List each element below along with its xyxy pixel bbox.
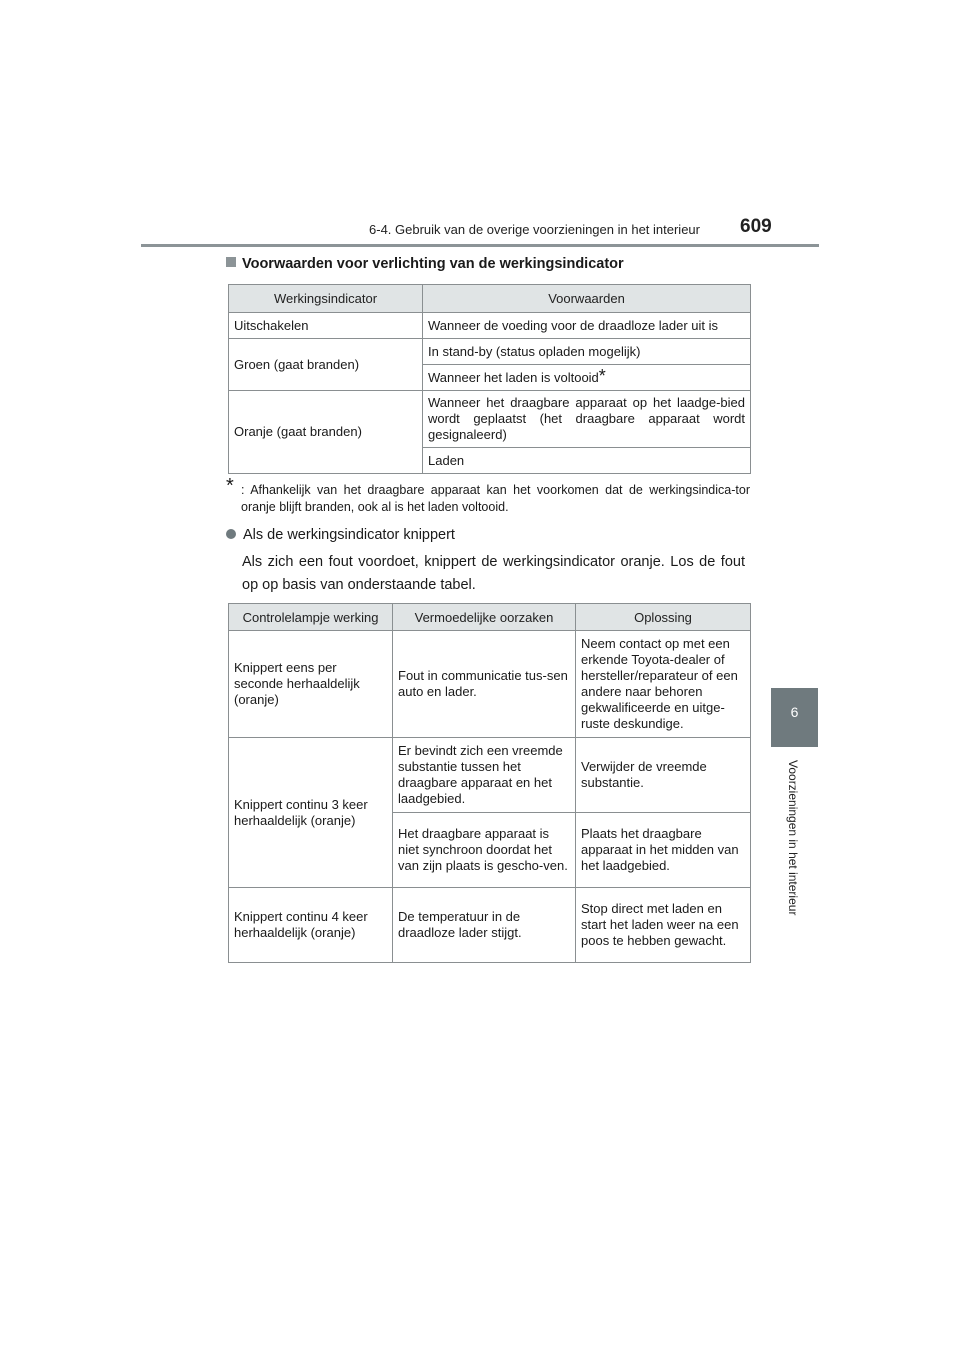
indicator-cell: Groen (gaat branden) [229,339,423,391]
signal-cell: Knippert eens per seconde herhaaldelijk (oranje) [229,631,393,738]
signal-cell: Knippert continu 4 keer herhaaldelijk (oranje) [229,888,393,963]
indicator-conditions-table [228,284,751,474]
asterisk-marker: * [598,365,606,386]
condition-cell: In stand-by (status opladen mogelijk) [423,339,751,365]
section-heading-text: Voorwaarden voor verlichting van de werkingsindicator [242,256,624,272]
bullet-heading [226,527,455,543]
table-row [229,339,751,365]
table-row [229,313,751,339]
indicator-cell: Oranje (gaat branden) [229,391,423,474]
chapter-tab [771,688,818,747]
column-header: Werkingsindicator [229,285,423,313]
condition-cell: Wanneer de voeding voor de draadloze lader uit is [423,313,751,339]
solution-cell: Neem contact op met een erkende Toyota-dealer of hersteller/reparateur of een andere naar behoren gekwalificeerde en uitge-ruste deskundige. [576,631,751,738]
column-header: Voorwaarden [423,285,751,313]
chapter-number: 6 [790,704,799,720]
table-row [229,738,751,813]
condition-cell: Wanneer het draagbare apparaat op het laadge-bied wordt geplaatst (het draagbare apparaat wordt gesignaleerd) [423,391,751,448]
table-row [229,391,751,448]
page-number: 609 [740,216,772,237]
cause-cell: Het draagbare apparaat is niet synchroon doordat het van zijn plaats is gescho-ven. [393,813,576,888]
cause-cell: De temperatuur in de draadloze lader stijgt. [393,888,576,963]
solution-cell: Stop direct met laden en start het laden weer na een poos te hebben gewacht. [576,888,751,963]
round-bullet-icon [226,529,236,539]
header-rule [141,244,819,247]
solution-cell: Verwijder de vreemde substantie. [576,738,751,813]
column-header: Oplossing [576,604,751,631]
column-header: Vermoedelijke oorzaken [393,604,576,631]
section-heading [226,256,624,272]
footnote-symbol: * [226,475,234,497]
condition-text: Wanneer het laden is voltooid [428,369,599,385]
table-row [229,888,751,963]
chapter-label: Voorzieningen in het interieur [786,760,800,916]
bullet-paragraph: Als zich een fout voordoet, knippert de werkingsindicator oranje. Los de fout op op basis van onderstaande tabel. [242,554,745,593]
troubleshooting-table [228,603,751,963]
footnote [226,475,750,516]
signal-cell: Knippert continu 3 keer herhaaldelijk (oranje) [229,738,393,888]
condition-cell [423,365,751,391]
footnote-text: : Afhankelijk van het draagbare apparaat kan het voorkomen dat de werkingsindica-tor oranje blijft branden, ook al is het laden voltooid. [241,483,750,514]
indicator-cell: Uitschakelen [229,313,423,339]
condition-cell: Laden [423,448,751,474]
bullet-title: Als de werkingsindicator knippert [243,527,455,543]
cause-cell: Fout in communicatie tus-sen auto en lader. [393,631,576,738]
table-row [229,631,751,738]
cause-cell: Er bevindt zich een vreemde substantie tussen het draagbare apparaat en het laadgebied. [393,738,576,813]
header-title: 6-4. Gebruik van de overige voorzieningen in het interieur [369,222,700,237]
square-bullet-icon [226,257,236,267]
solution-cell: Plaats het draagbare apparaat in het midden van het laadgebied. [576,813,751,888]
column-header: Controlelampje werking [229,604,393,631]
